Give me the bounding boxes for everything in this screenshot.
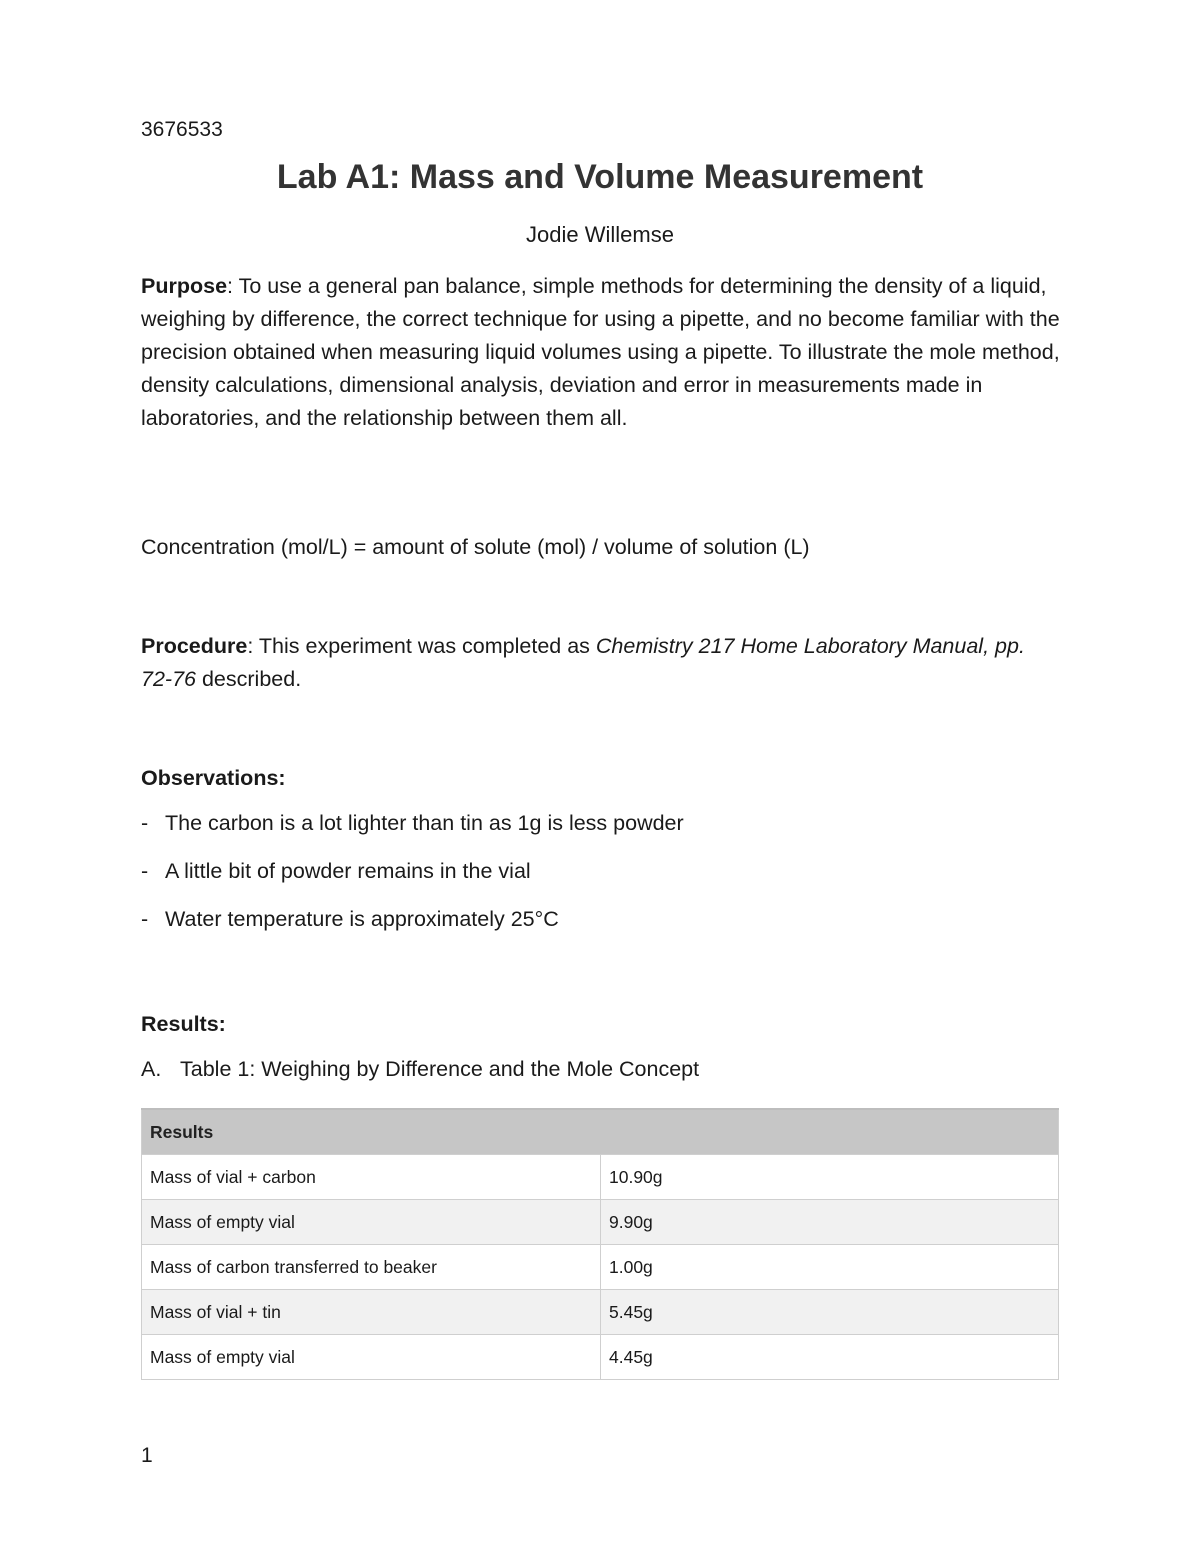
table-row (142, 1200, 1059, 1245)
table-cell-value: 10.90g (601, 1155, 1059, 1200)
procedure-paragraph (141, 630, 1061, 696)
procedure-label: Procedure (141, 634, 248, 658)
observations-heading: Observations: (141, 766, 286, 790)
table-cell-label: Mass of vial + carbon (142, 1155, 601, 1200)
bullet-dash: - (141, 811, 149, 835)
table-row (142, 1290, 1059, 1335)
table-row (142, 1155, 1059, 1200)
table-header-cell: Results (142, 1109, 1059, 1155)
bullet-dash: - (141, 859, 149, 883)
table-cell-label: Mass of vial + tin (142, 1290, 601, 1335)
caption-letter: A. (141, 1057, 162, 1081)
observation-text: The carbon is a lot lighter than tin as 1g is less powder (165, 811, 684, 835)
table-cell-label: Mass of carbon transferred to beaker (142, 1245, 601, 1290)
table-row (142, 1335, 1059, 1380)
purpose-paragraph (141, 270, 1061, 435)
table-cell-value: 4.45g (601, 1335, 1059, 1380)
results-heading: Results: (141, 1012, 226, 1036)
concentration-formula: Concentration (mol/L) = amount of solute (mol) / volume of solution (L) (141, 535, 810, 559)
observation-text: Water temperature is approximately 25°C (165, 907, 559, 931)
procedure-text-before: : This experiment was completed as (247, 634, 596, 658)
table-caption (141, 1057, 699, 1082)
purpose-text: : To use a general pan balance, simple methods for determining the density of a liquid, weighing by difference, the correct technique for using a pipette, and no become familiar with the precision obtained when measuring liquid volumes using a pipette. To illustrate the mole method, density calculations, dimensional analysis, deviation and error in measurements made in laboratories, and the relationship between them all. (141, 274, 1060, 430)
page-number: 1 (141, 1444, 153, 1467)
purpose-label: Purpose (141, 274, 228, 298)
table-cell-label: Mass of empty vial (142, 1335, 601, 1380)
bullet-dash: - (141, 907, 149, 931)
list-item (141, 811, 684, 859)
table-cell-value: 1.00g (601, 1245, 1059, 1290)
observation-text: A little bit of powder remains in the vial (165, 859, 531, 883)
table-cell-value: 5.45g (601, 1290, 1059, 1335)
results-table (141, 1108, 1059, 1380)
procedure-text-after: described. (196, 667, 302, 691)
list-item (141, 859, 684, 907)
list-item (141, 907, 684, 955)
table-cell-label: Mass of empty vial (142, 1200, 601, 1245)
observations-list (141, 811, 684, 955)
procedure-reference: Chemistry 217 Home Laboratory Manual, pp. 72-76 (141, 634, 1025, 691)
table-header-row (142, 1109, 1059, 1155)
table-cell-value: 9.90g (601, 1200, 1059, 1245)
caption-text: Table 1: Weighing by Difference and the Mole Concept (180, 1057, 700, 1081)
table-row (142, 1245, 1059, 1290)
page-title: Lab A1: Mass and Volume Measurement (276, 158, 924, 196)
document-id: 3676533 (141, 118, 223, 141)
author-name: Jodie Willemse (526, 222, 674, 247)
